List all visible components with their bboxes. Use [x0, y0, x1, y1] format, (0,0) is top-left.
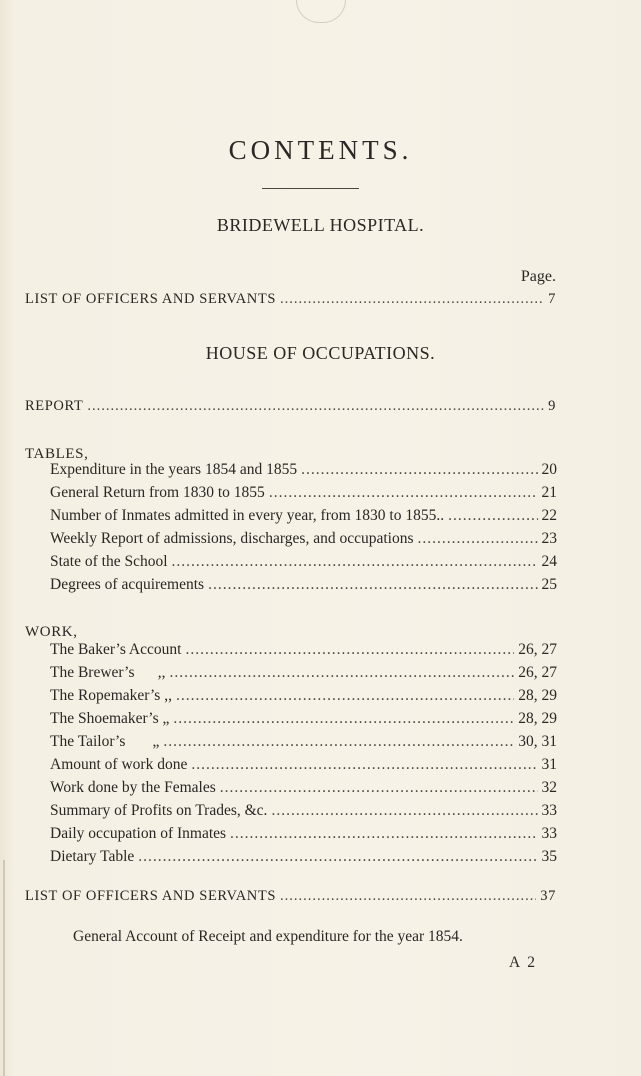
toc-entry-label: Work done by the Females — [50, 779, 216, 796]
toc-entry-label: Degrees of acquirements — [50, 576, 205, 593]
toc-entry-page: 33 — [541, 825, 557, 842]
toc-entry-label: Number of Inmates admitted in every year, from 1830 to 1855.. — [50, 507, 445, 524]
toc-entry-label: LIST OF OFFICERS AND SERVANTS — [25, 888, 276, 904]
toc-entry-label: The Ropemaker’s ,, — [50, 687, 172, 704]
leader-dots — [138, 848, 537, 866]
toc-entry-page: 9 — [548, 398, 556, 414]
toc-entry-weekly-report — [50, 530, 557, 550]
toc-entry-expenditure — [50, 461, 557, 481]
leader-dots — [280, 291, 544, 308]
page-title: CONTENTS. — [228, 135, 413, 165]
leader-dots — [220, 779, 538, 797]
toc-entry-label: State of the School — [50, 553, 168, 570]
toc-entry-ropemakers-account — [50, 687, 557, 707]
title-rule — [262, 188, 359, 189]
toc-entry-page: 31 — [541, 756, 557, 773]
bridewell-heading: BRIDEWELL HOSPITAL. — [216, 215, 425, 235]
toc-entry-degrees-of-acquirements — [50, 576, 557, 596]
toc-entry-page: 7 — [548, 291, 556, 307]
toc-entry-page: 26, 27 — [518, 664, 557, 681]
toc-entry-label: Summary of Profits on Trades, &c. — [50, 802, 268, 819]
toc-entry-report — [25, 398, 556, 418]
toc-entry-label: REPORT — [25, 398, 84, 414]
toc-entry-label: LIST OF OFFICERS AND SERVANTS — [25, 291, 276, 307]
work-heading: WORK, — [25, 624, 78, 640]
toc-entry-label: Dietary Table — [50, 848, 135, 865]
toc-entry-general-return — [50, 484, 557, 504]
toc-entry-shoemakers-account — [50, 710, 557, 730]
toc-entry-label: The Baker’s Account — [50, 641, 182, 658]
page-edge-line — [3, 860, 5, 1076]
leader-dots — [448, 507, 537, 525]
leader-dots — [208, 576, 537, 594]
leader-dots — [163, 733, 514, 751]
leader-dots — [230, 825, 537, 843]
signature-mark: A 2 — [509, 954, 537, 971]
leader-dots — [172, 553, 538, 571]
toc-entry-page: 23 — [541, 530, 557, 547]
page-column-label: Page. — [520, 268, 556, 285]
toc-entry-brewers-account — [50, 664, 557, 684]
toc-entry-page: 20 — [541, 461, 557, 478]
toc-entry-page: 33 — [541, 802, 557, 819]
leader-dots — [418, 530, 538, 548]
toc-entry-label: The Brewer’s ,, — [50, 664, 166, 681]
leader-dots — [191, 756, 537, 774]
toc-entry-daily-occupation — [50, 825, 557, 845]
toc-entry-list-of-officers — [25, 888, 556, 908]
toc-entry-page: 24 — [541, 553, 557, 570]
house-heading: HOUSE OF OCCUPATIONS. — [205, 343, 436, 363]
toc-entry-page: 26, 27 — [518, 641, 557, 658]
general-account-line: General Account of Receipt and expenditure for the year 1854. — [73, 928, 463, 945]
tables-heading: TABLES, — [25, 446, 89, 462]
toc-entry-list-of-officers-bridewell — [25, 291, 556, 311]
toc-entry-page: 32 — [541, 779, 557, 796]
toc-entry-amount-of-work — [50, 756, 557, 776]
toc-entry-page: 28, 29 — [518, 710, 557, 727]
toc-entry-bakers-account — [50, 641, 557, 661]
toc-entry-tailors-account — [50, 733, 557, 753]
leader-dots — [301, 461, 537, 479]
toc-entry-page: 37 — [540, 888, 556, 904]
toc-entry-page: 22 — [541, 507, 557, 524]
leader-dots — [176, 687, 514, 705]
toc-entry-summary-of-profits — [50, 802, 557, 822]
toc-entry-label: Amount of work done — [50, 756, 188, 773]
toc-entry-number-of-inmates — [50, 507, 557, 527]
leader-dots — [271, 802, 537, 820]
toc-entry-page: 21 — [541, 484, 557, 501]
toc-entry-page: 35 — [541, 848, 557, 865]
leader-dots — [87, 398, 544, 415]
toc-entry-state-of-school — [50, 553, 557, 573]
leader-dots — [269, 484, 538, 502]
toc-entry-page: 25 — [541, 576, 557, 593]
leader-dots — [173, 710, 514, 728]
toc-entry-label: The Tailor’s „ — [50, 733, 160, 750]
toc-entry-label: General Return from 1830 to 1855 — [50, 484, 265, 501]
leader-dots — [280, 888, 536, 905]
toc-entry-label: Daily occupation of Inmates — [50, 825, 227, 842]
toc-entry-label: The Shoemaker’s „ — [50, 710, 170, 727]
toc-entry-dietary-table — [50, 848, 557, 868]
toc-entry-label: Weekly Report of admissions, discharges, and occupations — [50, 530, 414, 547]
leader-dots — [185, 641, 514, 659]
toc-entry-label: Expenditure in the years 1854 and 1855 — [50, 461, 298, 478]
toc-entry-page: 30, 31 — [518, 733, 557, 750]
leader-dots — [170, 664, 515, 682]
toc-entry-work-by-females — [50, 779, 557, 799]
toc-entry-page: 28, 29 — [518, 687, 557, 704]
ink-mark — [296, 0, 346, 23]
